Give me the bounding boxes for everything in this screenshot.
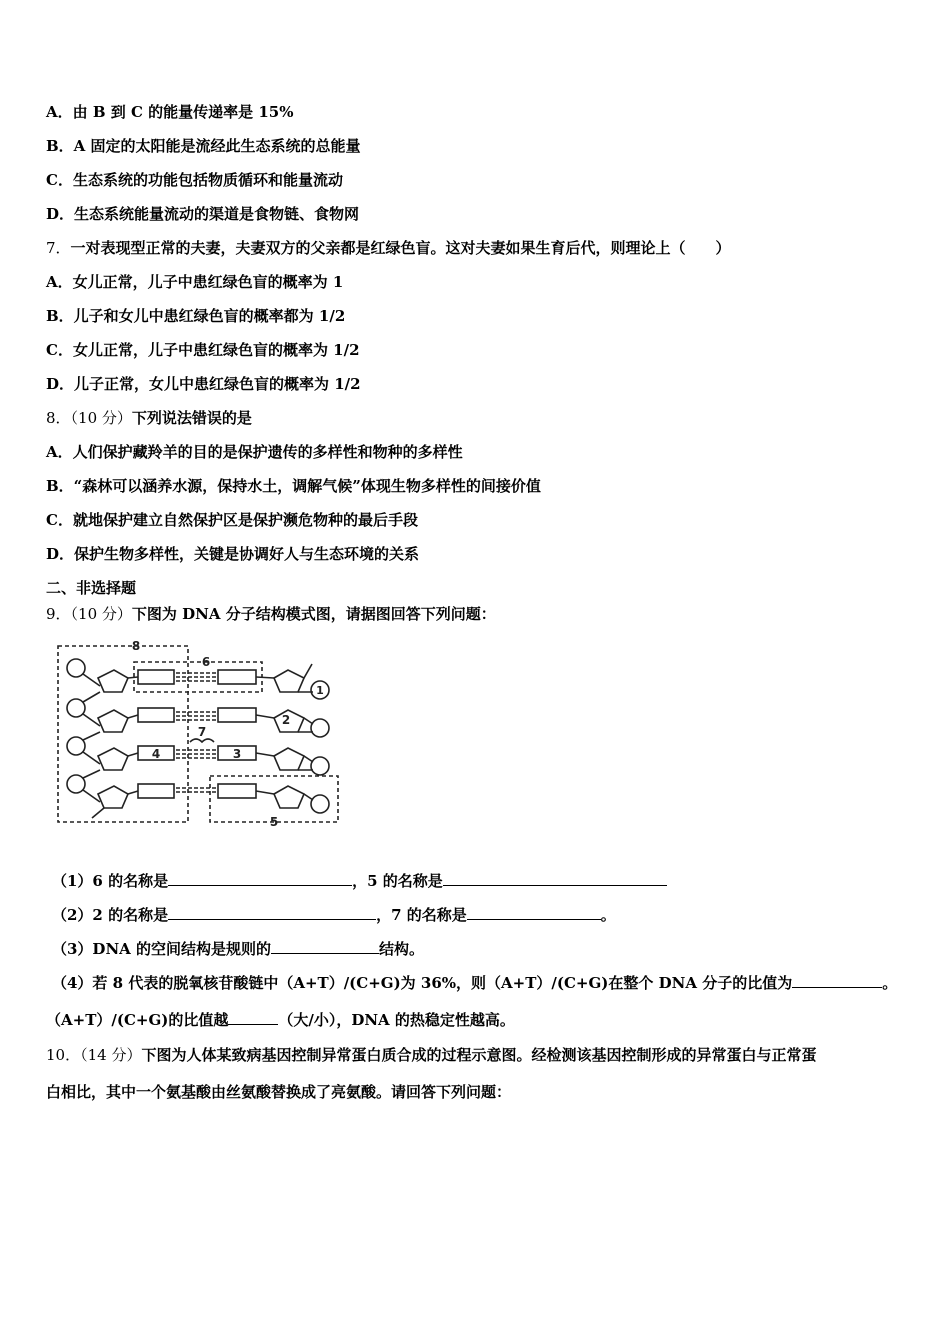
q9-sub1: [52, 871, 667, 891]
q10-number: 10．（14 分）: [46, 1046, 142, 1064]
q7-option-a: A．女儿正常，儿子中患红绿色盲的概率为 1: [46, 273, 344, 291]
q6-option-a: A．由 B 到 C 的能量传递率是 15%: [46, 103, 294, 121]
q9-sub2-text-b: ，7 的名称是: [376, 906, 467, 924]
answer-blank[interactable]: [467, 905, 601, 920]
q10-stem-line1: [46, 1045, 816, 1065]
q9-sub3-text-a: （3）DNA 的空间结构是规则的: [52, 940, 272, 958]
left-backbone: [83, 674, 104, 818]
q6-option-c: C．生态系统的功能包括物质循环和能量流动: [46, 171, 343, 189]
q10-stem-line2: 白相比，其中一个氨基酸由丝氨酸替换成了亮氨酸。请回答下列问题：: [46, 1083, 512, 1101]
right-base: [218, 708, 256, 722]
q8-option-b: B．“森林可以涵养水源，保持水土，调解气候”体现生物多样性的间接价值: [46, 477, 541, 495]
q9-number: 9．（10 分）: [46, 605, 132, 623]
left-phosphate: [67, 659, 85, 677]
right-base: [218, 670, 256, 684]
figure-label-8: 8: [131, 639, 141, 653]
figure-label-1: 1: [316, 684, 324, 697]
answer-blank[interactable]: [228, 1010, 278, 1025]
left-sugar: [98, 670, 128, 692]
q7-option-c: C．女儿正常，儿子中患红绿色盲的概率为 1/2: [46, 341, 360, 359]
right-sugar: [274, 786, 304, 808]
q9-sub4-cont: [46, 1010, 515, 1030]
q8-option-c: C．就地保护建立自然保护区是保护濒危物种的最后手段: [46, 511, 418, 529]
left-sugar: [98, 748, 128, 770]
q7-stem: [46, 238, 731, 258]
figure-label-5: 5: [269, 815, 279, 829]
answer-blank[interactable]: [168, 905, 376, 920]
q9-sub4-text-a: （4）若 8 代表的脱氧核苷酸链中（A+T）/(C+G)为 36%，则（A+T）/(C+G)在整个 DNA 分子的比值为: [52, 974, 793, 992]
left-sugar: [98, 710, 128, 732]
answer-blank[interactable]: [792, 973, 882, 988]
q7-number: 7．: [46, 239, 71, 257]
q9-stem: [46, 604, 496, 624]
q10-stem-text-1: 下图为人体某致病基因控制异常蛋白质合成的过程示意图。经检测该基因控制形成的异常蛋白与正常蛋: [141, 1046, 817, 1064]
left-phosphate: [67, 775, 85, 793]
answer-blank[interactable]: [168, 871, 352, 886]
right-phosphate: [311, 795, 329, 813]
q9-sub1-text-b: ，5 的名称是: [352, 872, 443, 890]
dna-structure-figure: [56, 636, 346, 830]
left-base: [138, 708, 174, 722]
q9-sub2-text-c: 。: [600, 906, 616, 924]
figure-label-2: 2: [281, 713, 291, 727]
left-phosphate: [67, 699, 85, 717]
q6-option-d: D．生态系统能量流动的渠道是食物链、食物网: [46, 205, 360, 223]
q9-sub1-text-a: （1）6 的名称是: [52, 872, 169, 890]
q8-stem-text: 下列说法错误的是: [131, 409, 252, 427]
q9-sub4: [52, 973, 897, 993]
left-phosphate: [67, 737, 85, 755]
right-base-link: [256, 677, 274, 794]
right-backbone: [298, 664, 313, 800]
left-sugar: [98, 786, 128, 808]
q6-option-b: B．A 固定的太阳能是流经此生态系统的总能量: [46, 137, 361, 155]
figure-box-8: [58, 646, 188, 822]
q9-sub2: [52, 905, 616, 925]
q8-option-a: A．人们保护藏羚羊的目的是保护遗传的多样性和物种的多样性: [46, 443, 463, 461]
q8-option-d: D．保护生物多样性，关键是协调好人与生态环境的关系: [46, 545, 420, 563]
q9-sub4-text-d: （大/小），DNA 的热稳定性越高。: [278, 1011, 515, 1029]
figure-label-6: 6: [201, 655, 211, 669]
answer-blank[interactable]: [271, 939, 379, 954]
q8-number: 8．（10 分）: [46, 409, 132, 427]
q7-option-d: D．儿子正常，女儿中患红绿色盲的概率为 1/2: [46, 375, 361, 393]
q9-sub3: [52, 939, 424, 959]
figure-label-3: 3: [232, 747, 242, 761]
figure-label-4: 4: [151, 747, 161, 761]
q8-stem: [46, 408, 252, 428]
hydrogen-bonds: [176, 673, 216, 792]
section-heading: 二、非选择题: [46, 579, 137, 597]
right-base: [218, 784, 256, 798]
q9-sub4-text-c: （A+T）/(C+G)的比值越: [46, 1011, 229, 1029]
right-sugar: [274, 748, 304, 770]
left-base-link: [128, 677, 138, 794]
right-sugar: [274, 670, 304, 692]
q7-option-b: B．儿子和女儿中患红绿色盲的概率都为 1/2: [46, 307, 346, 325]
q9-sub4-text-b: 。: [882, 974, 898, 992]
q7-stem-text: 一对表现型正常的夫妻，夫妻双方的父亲都是红绿色盲。这对夫妻如果生育后代，则理论上（ ）: [70, 239, 731, 257]
right-phosphate: [311, 757, 329, 775]
q9-sub2-text-a: （2）2 的名称是: [52, 906, 169, 924]
q9-sub3-text-b: 结构。: [379, 940, 425, 958]
figure-label-7: 7: [197, 725, 207, 739]
left-base: [138, 784, 174, 798]
bracket-7: [190, 739, 214, 742]
left-base: [138, 670, 174, 684]
right-phosphate: [311, 719, 329, 737]
answer-blank[interactable]: [443, 871, 667, 886]
q9-stem-text: 下图为 DNA 分子结构模式图，请据图回答下列问题：: [131, 605, 496, 623]
